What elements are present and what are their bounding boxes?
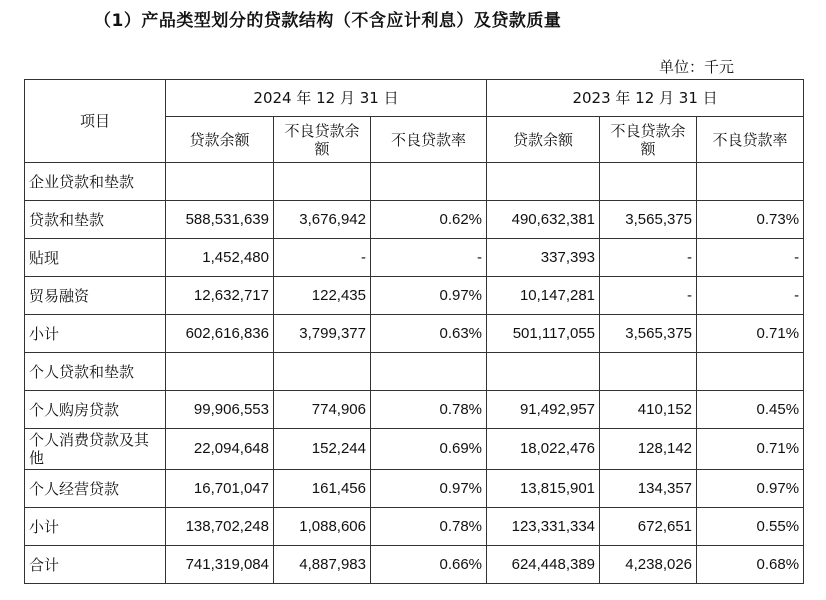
table-cell: 0.45% [697, 391, 804, 429]
table-cell: 122,435 [274, 277, 371, 315]
table-cell: 337,393 [487, 239, 600, 277]
table-cell [274, 163, 371, 201]
table-cell: - [697, 239, 804, 277]
table-cell: 0.68% [697, 546, 804, 584]
unit-label: 单位：千元 [658, 58, 734, 76]
table-cell [600, 163, 697, 201]
header-row-years [25, 80, 804, 117]
table-cell: 624,448,389 [487, 546, 600, 584]
table-cell: 3,676,942 [274, 201, 371, 239]
column-header: 不良贷款余额 [600, 117, 697, 163]
table-cell: 22,094,648 [166, 429, 274, 470]
table-cell: 501,117,055 [487, 315, 600, 353]
table-cell: - [274, 239, 371, 277]
table-row [25, 201, 804, 239]
table-row [25, 470, 804, 508]
row-label: 合计 [25, 546, 166, 584]
table-cell: 13,815,901 [487, 470, 600, 508]
table-cell: 161,456 [274, 470, 371, 508]
row-label: 个人经营贷款 [25, 470, 166, 508]
item-header: 项目 [25, 80, 166, 163]
table-cell: 0.71% [697, 429, 804, 470]
loan-quality-table [24, 79, 804, 584]
subtotal-row [25, 315, 804, 353]
table-cell [371, 163, 487, 201]
table-cell: 0.63% [371, 315, 487, 353]
table-cell: 12,632,717 [166, 277, 274, 315]
table-row [25, 353, 804, 391]
table-cell: 4,238,026 [600, 546, 697, 584]
table-cell: 490,632,381 [487, 201, 600, 239]
table-cell [371, 353, 487, 391]
section-title: （1）产品类型划分的贷款结构（不含应计利息）及贷款质量 [94, 11, 562, 31]
table-cell: 602,616,836 [166, 315, 274, 353]
table-cell: 128,142 [600, 429, 697, 470]
table-cell: 741,319,084 [166, 546, 274, 584]
row-label: 贴现 [25, 239, 166, 277]
subtotal-row [25, 508, 804, 546]
table-cell [166, 353, 274, 391]
table-cell: 774,906 [274, 391, 371, 429]
table-row [25, 163, 804, 201]
table-cell: 99,906,553 [166, 391, 274, 429]
table-cell: 3,799,377 [274, 315, 371, 353]
year-2024-header: 2024 年 12 月 31 日 [166, 80, 487, 117]
table-cell: 588,531,639 [166, 201, 274, 239]
row-label: 贷款和垫款 [25, 201, 166, 239]
table-cell: 672,651 [600, 508, 697, 546]
table-cell: - [697, 277, 804, 315]
table-cell: - [600, 277, 697, 315]
table-cell [697, 163, 804, 201]
table-cell: 0.55% [697, 508, 804, 546]
table-cell [274, 353, 371, 391]
row-label: 小计 [25, 508, 166, 546]
table-cell [697, 353, 804, 391]
table-row [25, 277, 804, 315]
column-header: 贷款余额 [487, 117, 600, 163]
table-cell [600, 353, 697, 391]
table-cell [487, 353, 600, 391]
row-label: 个人贷款和垫款 [25, 353, 166, 391]
table-cell: 16,701,047 [166, 470, 274, 508]
table-cell: 18,022,476 [487, 429, 600, 470]
table-cell: 0.62% [371, 201, 487, 239]
table-cell: 0.69% [371, 429, 487, 470]
table-cell [487, 163, 600, 201]
table-cell: 3,565,375 [600, 315, 697, 353]
table-cell: - [371, 239, 487, 277]
table-cell: 3,565,375 [600, 201, 697, 239]
table-cell: 1,088,606 [274, 508, 371, 546]
table-cell [166, 163, 274, 201]
table-cell: 0.97% [371, 470, 487, 508]
table-cell: 91,492,957 [487, 391, 600, 429]
table-cell: 4,887,983 [274, 546, 371, 584]
table-cell: 134,357 [600, 470, 697, 508]
column-header: 不良贷款率 [697, 117, 804, 163]
row-label: 小计 [25, 315, 166, 353]
total-row [25, 546, 804, 584]
table-cell: 0.71% [697, 315, 804, 353]
table-cell: 123,331,334 [487, 508, 600, 546]
row-label: 贸易融资 [25, 277, 166, 315]
row-label: 个人消费贷款及其他 [25, 429, 166, 470]
row-label: 企业贷款和垫款 [25, 163, 166, 201]
table-cell: 0.73% [697, 201, 804, 239]
table-cell: - [600, 239, 697, 277]
year-2023-header: 2023 年 12 月 31 日 [487, 80, 804, 117]
column-header: 贷款余额 [166, 117, 274, 163]
table-cell: 0.78% [371, 508, 487, 546]
table-cell: 410,152 [600, 391, 697, 429]
table-cell: 138,702,248 [166, 508, 274, 546]
table-row [25, 391, 804, 429]
table-cell: 0.97% [697, 470, 804, 508]
table-cell: 0.78% [371, 391, 487, 429]
table-cell: 152,244 [274, 429, 371, 470]
table-row [25, 429, 804, 470]
table-cell: 0.66% [371, 546, 487, 584]
row-label: 个人购房贷款 [25, 391, 166, 429]
column-header: 不良贷款余额 [274, 117, 371, 163]
column-header: 不良贷款率 [371, 117, 487, 163]
table-cell: 1,452,480 [166, 239, 274, 277]
table-cell: 10,147,281 [487, 277, 600, 315]
table-row [25, 239, 804, 277]
table-cell: 0.97% [371, 277, 487, 315]
